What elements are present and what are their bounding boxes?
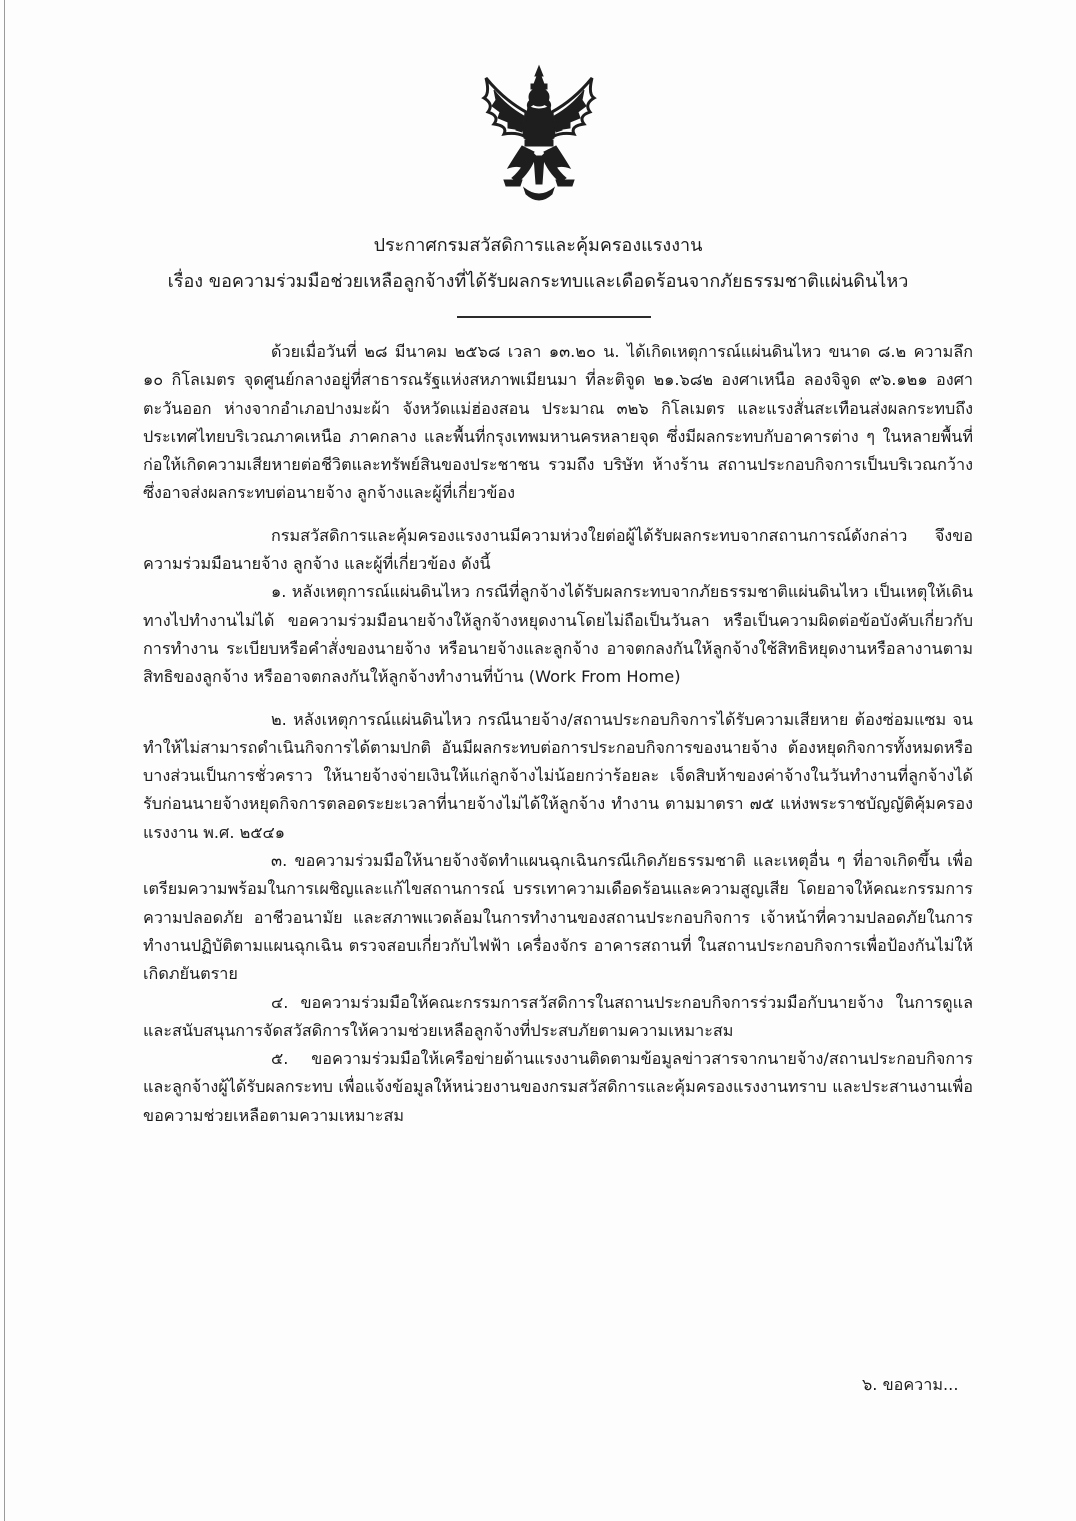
header-divider [457, 316, 651, 318]
announcement-body [143, 338, 973, 1130]
paragraph-item-2: ๒. หลังเหตุการณ์แผ่นดินไหว กรณีนายจ้าง/สถานประกอบกิจการได้รับความเสียหาย ต้องซ่อมแซม จนทำให้ไม่สามารถดำเนินกิจการได้ตามปกติ อันมีผลกระทบต่อการประกอบกิจการของนายจ้าง ต้องหยุดกิจการทั้งหมดหรือบางส่วนเป็นการชั่วคราว ให้นายจ้างจ่ายเงินให้แก่ลูกจ้างไม่น้อยกว่าร้อยละ เจ็ดสิบห้าของค่าจ้างในวันทำงานที่ลูกจ้างได้รับก่อนนายจ้างหยุดกิจการตลอดระยะเวลาที่นายจ้างไม่ได้ให้ลูกจ้าง ทำงาน ตามมาตรา ๗๕ แห่งพระราชบัญญัติคุ้มครองแรงงาน พ.ศ. ๒๕๔๑ [143, 709, 973, 842]
announcement-header [0, 228, 1076, 300]
continuation-marker: ๖. ขอความ... [862, 1375, 959, 1394]
paragraph-intro: ด้วยเมื่อวันที่ ๒๘ มีนาคม ๒๕๖๘ เวลา ๑๓.๒๐ น. ได้เกิดเหตุการณ์แผ่นดินไหว ขนาด ๘.๒ ความลึก ๑๐ กิโลเมตร จุดศูนย์กลางอยู่ที่สาธารณรัฐแห่งสหภาพเมียนมา ที่ละติจูด ๒๑.๖๘๒ องศาเหนือ ลองจิจูด ๙๖.๑๒๑ องศาตะวันออก ห่างจากอำเภอปางมะผ้า จังหวัดแม่ฮ่องสอน ประมาณ ๓๒๖ กิโลเมตร และแรงสั่นสะเทือนส่งผลกระทบถึงประเทศไทยบริเวณภาคเหนือ ภาคกลาง และพื้นที่กรุงเทพมหานครหลายจุด ซึ่งมีผลกระทบกับอาคารต่าง ๆ ในหลายพื้นที่ ก่อให้เกิดความเสียหายต่อชีวิตและทรัพย์สินของประชาชน รวมถึง บริษัท ห้างร้าน สถานประกอบกิจการเป็นบริเวณกว้าง ซึ่งอาจส่งผลกระทบต่อนายจ้าง ลูกจ้างและผู้ที่เกี่ยวข้อง [143, 342, 973, 503]
garuda-emblem-icon [464, 60, 614, 210]
paragraph-item-1: ๑. หลังเหตุการณ์แผ่นดินไหว กรณีที่ลูกจ้างได้รับผลกระทบจากภัยธรรมชาติแผ่นดินไหว เป็นเหตุให้เดินทางไปทำงานไม่ได้ ขอความร่วมมือนายจ้างให้ลูกจ้างหยุดงานโดยไม่ถือเป็นวันลา หรือเป็นความผิดต่อข้อบังคับเกี่ยวกับการทำงาน ระเบียบหรือคำสั่งของนายจ้าง หรือนายจ้างและลูกจ้าง อาจตกลงกันให้ลูกจ้างใช้สิทธิหยุดงานหรือลางานตามสิทธิของลูกจ้าง หรืออาจตกลงกันให้ลูกจ้างทำงานที่บ้าน (Work From Home) [143, 582, 973, 687]
announcement-subject: เรื่อง ขอความร่วมมือช่วยเหลือลูกจ้างที่ได้รับผลกระทบและเดือดร้อนจากภัยธรรมชาติแผ่นดินไหว [167, 271, 909, 292]
paragraph-item-3: ๓. ขอความร่วมมือให้นายจ้างจัดทำแผนฉุกเฉินกรณีเกิดภัยธรรมชาติ และเหตุอื่น ๆ ที่อาจเกิดขึ้น เพื่อเตรียมความพร้อมในการเผชิญและแก้ไขสถานการณ์ บรรเทาความเดือดร้อนและความสูญเสีย โดยอาจให้คณะกรรมการความปลอดภัย อาชีวอนามัย และสภาพแวดล้อมในการทำงานของสถานประกอบกิจการ เจ้าหน้าที่ความปลอดภัยในการทำงานปฏิบัติตามแผนฉุกเฉิน ตรวจสอบเกี่ยวกับไฟฟ้า เครื่องจักร อาคารสถานที่ ในสถานประกอบกิจการเพื่อป้องกันไม่ให้เกิดภยันตราย [143, 851, 973, 984]
paragraph-item-5: ๕. ขอความร่วมมือให้เครือข่ายด้านแรงงานติดตามข้อมูลข่าวสารจากนายจ้าง/สถานประกอบกิจการ และลูกจ้างผู้ได้รับผลกระทบ เพื่อแจ้งข้อมูลให้หน่วยงานของกรมสวัสดิการและคุ้มครองแรงงานทราบ และประสานงานเพื่อขอความช่วยเหลือตามความเหมาะสม [143, 1049, 973, 1125]
paragraph-item-4: ๔. ขอความร่วมมือให้คณะกรรมการสวัสดิการในสถานประกอบกิจการร่วมมือกับนายจ้าง ในการดูแลและสนับสนุนการจัดสวัสดิการให้ความช่วยเหลือลูกจ้างที่ประสบภัยตามความเหมาะสม [143, 992, 973, 1040]
announcement-title: ประกาศกรมสวัสดิการและคุ้มครองแรงงาน [373, 235, 703, 256]
paragraph-request: กรมสวัสดิการและคุ้มครองแรงงานมีความห่วงใยต่อผู้ได้รับผลกระทบจากสถานการณ์ดังกล่าว จึงขอความร่วมมือนายจ้าง ลูกจ้าง และผู้ที่เกี่ยวข้อง ดังนี้ [143, 525, 973, 574]
